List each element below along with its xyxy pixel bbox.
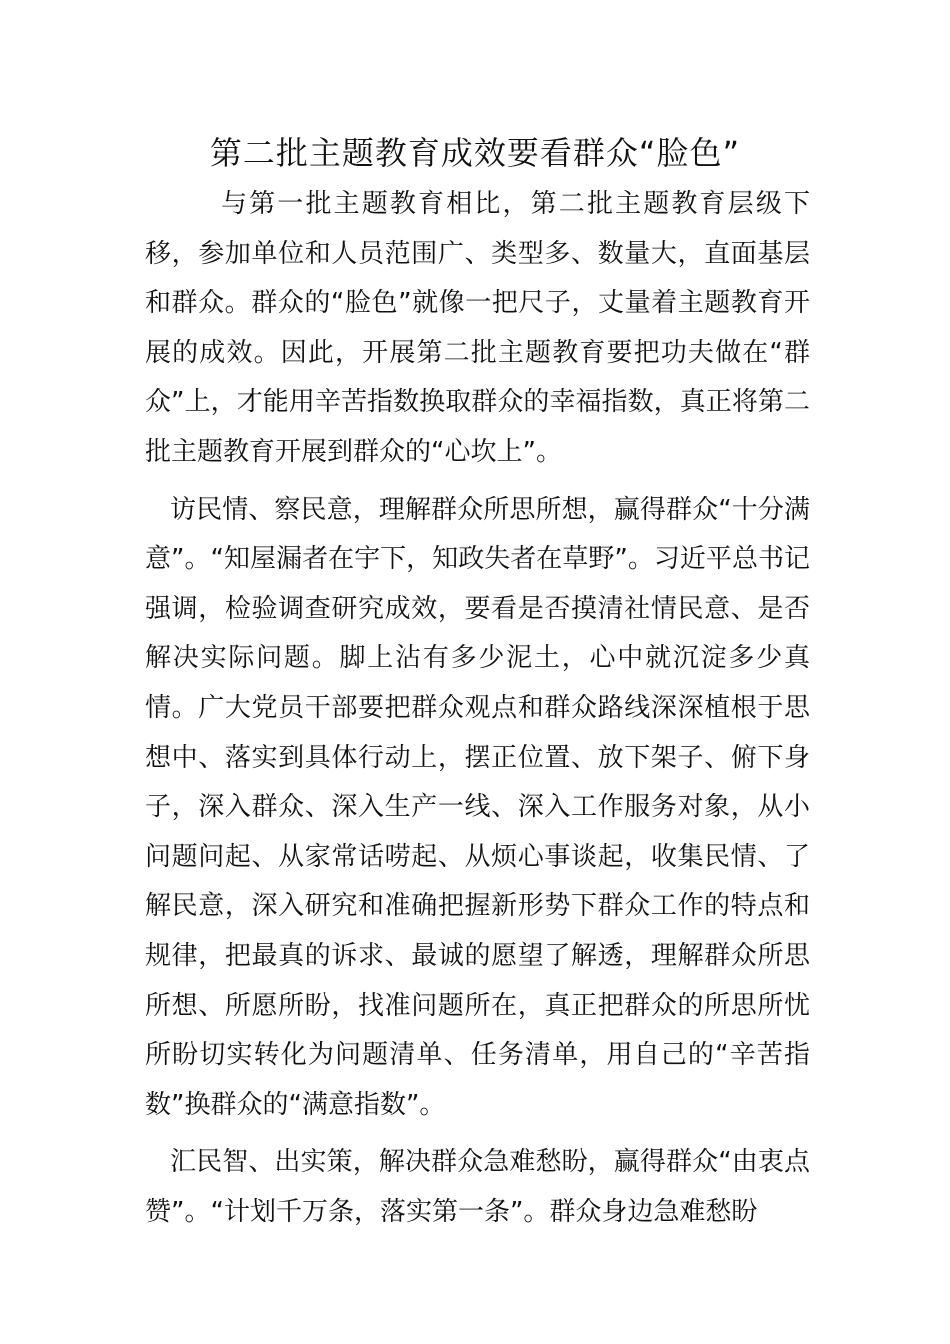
document-body <box>145 180 810 1237</box>
document-title: 第二批主题教育成效要看群众“脸色” <box>209 134 741 172</box>
paragraph-intro: 与第一批主题教育相比，第二批主题教育层级下移，参加单位和人员范围广、类型多、数量大，直面基层和群众。群众的“脸色”就像一把尺子，丈量着主题教育开展的成效。因此，开展第二批主题教育要把功夫做在“群众”上，才能用辛苦指数换取群众的幸福指数，真正将第二批主题教育开展到群众的“心坎上”。 <box>145 189 810 467</box>
paragraph-solve-urgent-needs: 汇民智、出实策，解决群众急难愁盼，赢得群众“由衷点赞”。“计划千万条，落实第一条”。群众身边急难愁盼 <box>145 1147 810 1227</box>
paragraph-understand-public-will: 访民情、察民意，理解群众所思所想，赢得群众“十分满意”。“知屋漏者在宇下，知政失者在草野”。习近平总书记强调，检验调查研究成效，要看是否摸清社情民意、是否解决实际问题。脚上沾有多少泥土，心中就沉淀多少真情。广大党员干部要把群众观点和群众路线深深植根于思想中、落实到具体行动上，摆正位置、放下架子、俯下身子，深入群众、深入生产一线、深入工作服务对象，从小问题问起、从家常话唠起、从烦心事谈起，收集民情、了解民意，深入研究和准确把握新形势下群众工作的特点和规律，把最真的诉求、最诚的愿望了解透，理解群众所思所想、所愿所盼，找准问题所在，真正把群众的所思所忧所盼切实转化为问题清单、任务清单，用自己的“辛苦指数”换群众的“满意指数”。 <box>145 494 810 1120</box>
